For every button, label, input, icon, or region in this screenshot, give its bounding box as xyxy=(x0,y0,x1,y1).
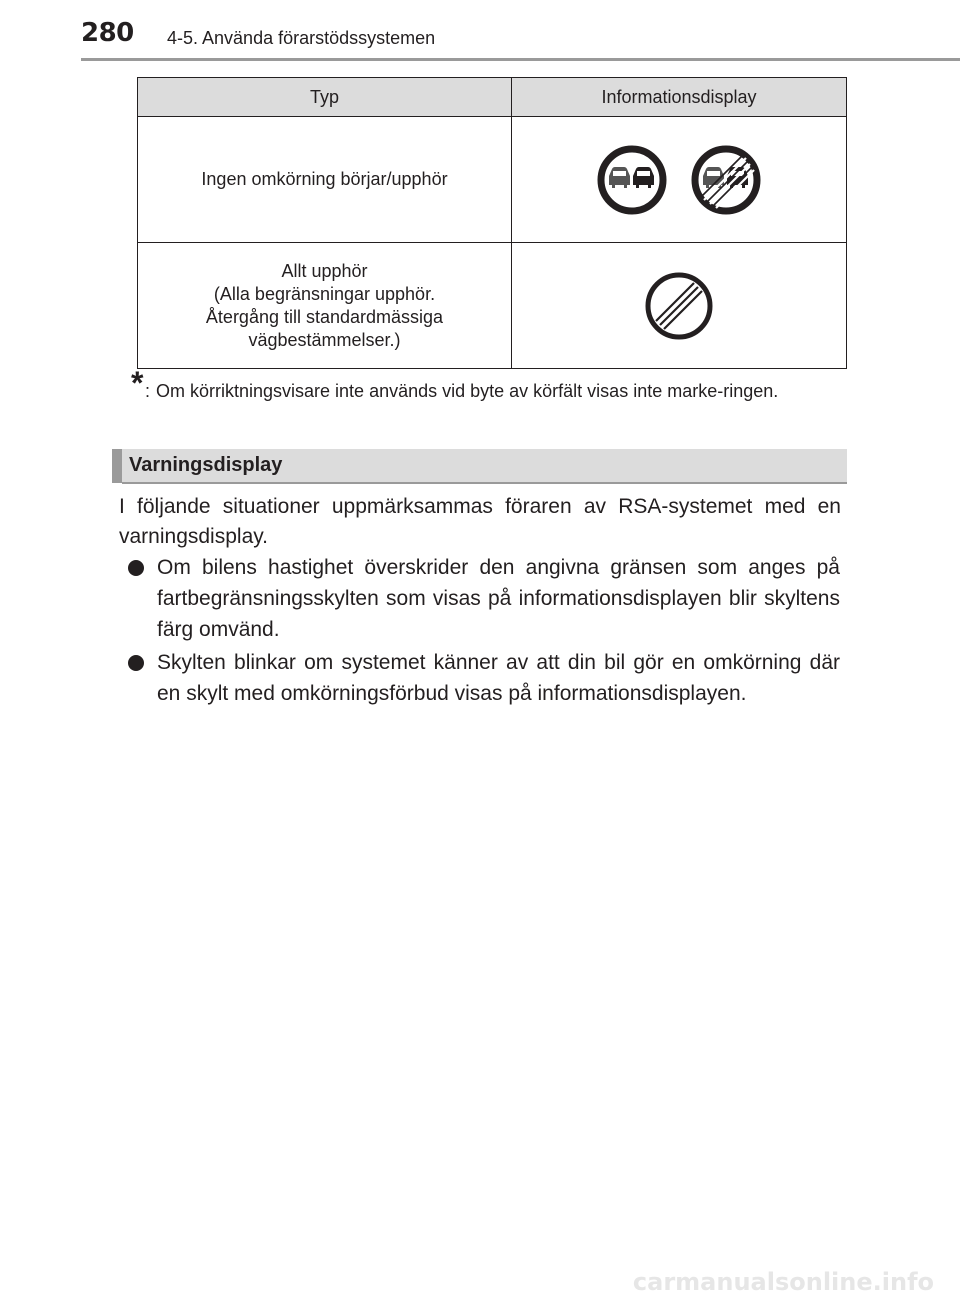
bullet-icon xyxy=(128,655,144,671)
page-number: 280 xyxy=(81,18,134,48)
type-label-line-2: (Alla begränsningar upphör. xyxy=(213,283,436,304)
display-cell xyxy=(512,243,847,369)
display-cell xyxy=(512,117,847,243)
footnote-separator: : xyxy=(145,381,151,401)
warning-section-heading xyxy=(112,449,847,483)
type-label: Ingen omkörning börjar/upphör xyxy=(201,169,448,189)
table-row xyxy=(138,243,847,369)
list-item-text: Skylten blinkar om systemet känner av att din bil gör en omkörning där en skylt med omkörningsförbud visas på informationsdisplayen. xyxy=(157,651,840,705)
end-of-no-overtaking-sign-icon xyxy=(690,144,762,216)
list-item xyxy=(128,552,840,645)
watermark: carmanualsonline.info xyxy=(632,1268,934,1296)
end-of-all-restrictions-sign-icon xyxy=(643,270,715,342)
type-cell xyxy=(138,243,512,369)
sign-table xyxy=(137,77,847,369)
type-label-line-3: Återgång till standardmässiga xyxy=(205,306,444,327)
column-header-type: Typ xyxy=(138,78,512,117)
table-row xyxy=(138,117,847,243)
warning-heading-divider xyxy=(122,482,847,484)
list-item xyxy=(128,647,840,709)
footnote-marker: * xyxy=(131,365,144,401)
bullet-icon xyxy=(128,560,144,576)
warning-intro: I följande situationer uppmärksammas föraren av RSA-systemet med en varningsdisplay. xyxy=(119,495,841,548)
type-cell xyxy=(138,117,512,243)
table-header-row xyxy=(138,78,847,117)
section-title: 4-5. Använda förarstödssystemen xyxy=(167,28,436,48)
type-label-line-4: vägbestämmelser.) xyxy=(248,329,401,350)
warning-heading-text: Varningsdisplay xyxy=(129,454,283,476)
list-item-text: Om bilens hastighet överskrider den angivna gränsen som anges på fartbegränsningsskylten som visas på informationsdisplayen blir skyltens färg omvänd. xyxy=(157,556,840,641)
column-header-display: Informationsdisplay xyxy=(512,78,847,117)
footnote xyxy=(131,365,841,405)
no-overtaking-sign-icon xyxy=(596,144,668,216)
footnote-text: Om körriktningsvisare inte används vid byte av körfält visas inte marke-ringen. xyxy=(156,381,779,401)
header-divider xyxy=(81,58,960,61)
type-label-line-1: Allt upphör xyxy=(281,260,368,281)
